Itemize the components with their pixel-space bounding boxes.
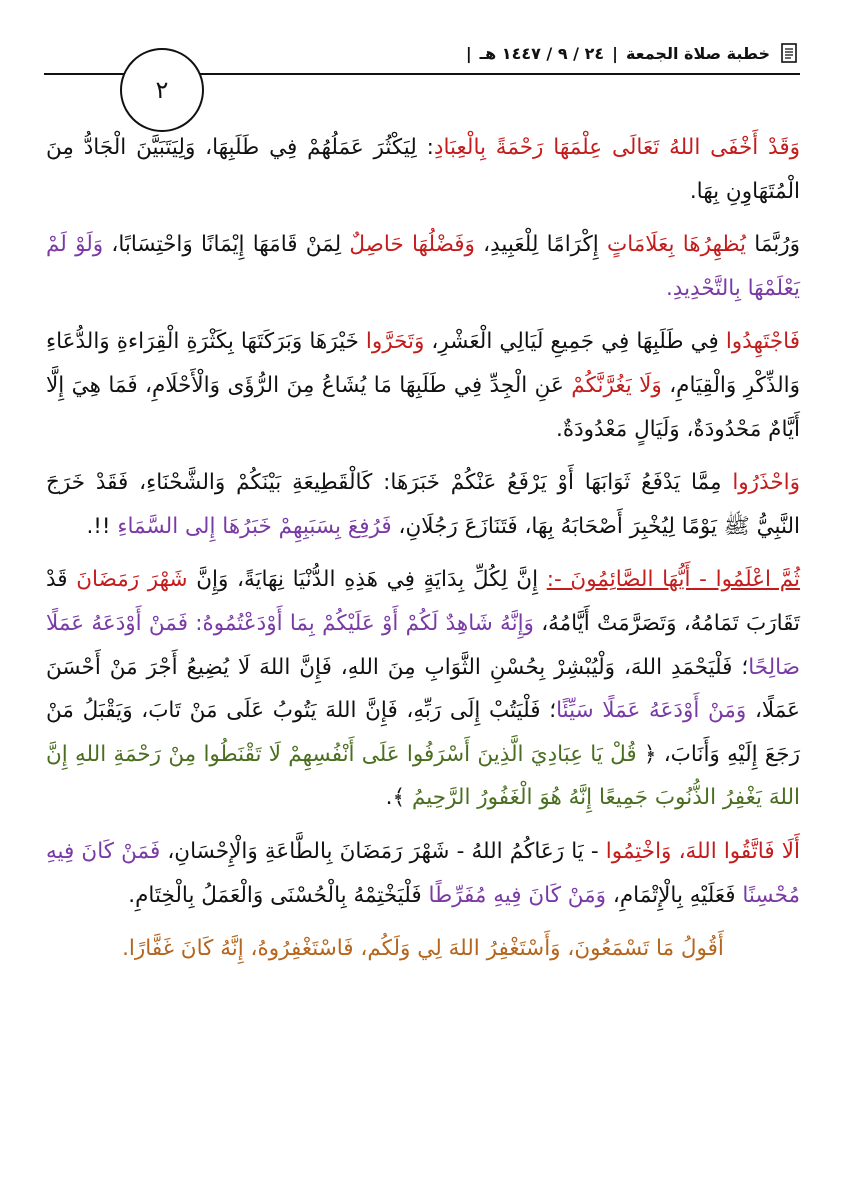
header-separator: | (612, 43, 618, 63)
text: ؛ فَلْيَتُبْ إِلَى رَبِّهِ، فَإِنَّ اللهَ يَتُوبُ عَلَى مَنْ تَابَ، وَيَقْبَلُ مَنْ رَجَعَ إِلَيْهِ وَأَنَابَ، ﴿ (46, 698, 800, 767)
hijri-date: ٢٤ / ٩ / ١٤٤٧ هـ (479, 43, 605, 63)
text: ﴾. (385, 785, 412, 811)
highlight-red: وَقَدْ أَخْفَى اللهُ تَعَالَى عِلْمَهَا رَحْمَةً بِالْعِبَادِ (433, 135, 800, 160)
paragraph (46, 830, 800, 917)
highlight-red: ثُمَّ اعْلَمُوا - أَيُّهَا الصَّائِمُونَ -: (546, 567, 800, 593)
text: فَعَلَيْهِ بِالْإِتْمَامِ، (606, 882, 743, 908)
highlight-red: يُظهِرُهَا بِعَلَامَاتٍ (607, 232, 747, 258)
text: مِمَّا يَدْفَعُ ثَوَابَهَا أَوْ يَرْفَعُ عَنْكُمْ خَبَرَهَا: كَالْقَطِيعَةِ بَيْنَكُمْ وَالشَّحْنَاءِ، فَقَدْ خَرَجَ النَّبِيُّ ﷺ يَوْمًا لِيُخْبِرَ أَصْحَابَهُ بِهَا، فَتَنَازَعَ رَجُلَانِ، (46, 470, 800, 539)
paragraph (46, 558, 800, 820)
text: ؛ فَلْيَحْمَدِ اللهَ، وَلْيُبْشِرْ بِحُسْنِ الثَّوَابِ مِنَ اللهِ، فَإِنَّ اللهَ لَا يُضِيعُ أَجْرَ مَنْ أَحْسَنَ عَمَلًا، (46, 654, 801, 724)
text: عَنِ الْجِدِّ فِي طَلَبِهَا مَا يُشَاعُ مِنَ الرُّؤَى وَالْأَحْلَامِ، فَمَا هِيَ إِلَّا أَيَّامٌ مَحْدُودَةٌ، وَلَيَالٍ مَعْدُودَةٌ. (46, 372, 800, 442)
text: - يَا رَعَاكُمُ اللهُ - شَهْرَ رَمَضَانَ بِالطَّاعَةِ وَالْإِحْسَانِ، (160, 838, 606, 864)
text: فِي طَلَبِهَا فِي جَمِيعِ لَيَالِي الْعَشْرِ، (424, 329, 726, 355)
text: إِكْرَامًا لِلْعَبِيدِ، (474, 232, 607, 258)
sermon-title: خطبة صلاة الجمعة (625, 43, 770, 63)
text: وَرُبَّمَا (746, 232, 801, 258)
highlight-purple: وَإِنَّهُ شَاهِدٌ لَكُمْ أَوْ عَلَيْكُمْ بِمَا أَوْدَعْتُمُوهُ: فَمَنْ أَوْدَعَهُ عَمَلًا صَالِحًا (46, 610, 800, 680)
highlight-red: وَلَا يَغُرَّنَّكُمْ (571, 372, 662, 398)
paragraph (46, 320, 800, 451)
page-number: ٢ (120, 48, 204, 132)
text: !!. (86, 513, 118, 539)
highlight-red: أَلَا فَاتَّقُوا اللهَ، وَاخْتِمُوا (605, 838, 800, 864)
text: إِنَّ لِكُلِّ بِدَايَةٍ فِي هَذِهِ الدُّنْيَا نِهَايَةً، وَإِنَّ (187, 567, 547, 593)
highlight-red: وَفَضْلُهَا حَاصِلٌ (349, 232, 475, 258)
text: لِمَنْ قَامَهَا إِيْمَانًا وَاحْتِسَابًا، (103, 232, 350, 258)
highlight-purple: وَلَوْ لَمْ يَعْلَمْهَا بِالتَّحْدِيدِ. (46, 232, 800, 301)
document-icon (778, 42, 800, 64)
highlight-purple: فَمَنْ كَانَ فِيهِ مُحْسِنًا (46, 838, 800, 908)
sermon-body (46, 126, 800, 981)
page-header (440, 40, 800, 66)
text: قَدْ تَقَارَبَ تَمَامُهُ، وَتَصَرَّمَتْ أَيَّامُهُ، (46, 567, 800, 636)
text: فَلْيَخْتِمْهُ بِالْحُسْنَى وَالْعَمَلُ بِالْخِتَامِ. (128, 882, 429, 908)
paragraph (46, 223, 800, 310)
header-separator: | (465, 43, 472, 63)
paragraph (46, 126, 800, 213)
highlight-purple: فَرُفِعَ بِسَبَبِهِمْ خَبَرُهَا إِلى السَّمَاءِ (117, 513, 392, 539)
highlight-red: وَاحْذَرُوا (732, 470, 800, 496)
quran-verse: قُلْ يَا عِبَادِيَ الَّذِينَ أَسْرَفُوا عَلَى أَنْفُسِهِمْ لَا تَقْنَطُوا مِنْ رَحْمَةِ اللهِ إِنَّ اللهَ يَغْفِرُ الذُّنُوبَ جَمِيعًا إِنَّهُ هُوَ الْغَفُورُ الرَّحِيمُ (46, 741, 800, 811)
highlight-red: فَاجْتَهِدُوا (725, 329, 800, 355)
highlight-purple: وَمَنْ كَانَ فِيهِ مُفَرِّطًا (428, 882, 607, 908)
paragraph (46, 461, 800, 548)
highlight-purple: وَمَنْ أَوْدَعَهُ عَمَلًا سَيِّئًا (556, 698, 747, 724)
text: : لِيَكْثُرَ عَمَلُهُمْ فِي طَلَبِهَا، وَلِيَتَبَيَّنَ الْجَادُّ مِنَ الْمُتَهَاوِنِ بِهَا. (46, 135, 800, 204)
highlight-red: وَتَحَرَّوا (365, 329, 425, 355)
closing-line: أَقُولُ مَا تَسْمَعُونَ، وَأَسْتَغْفِرُ اللهَ لِي وَلَكُم، فَاسْتَغْفِرُوهُ، إِنَّهُ كَانَ غَفَّارًا. (122, 936, 724, 962)
highlight-red: شَهْرَ رَمَضَانَ (76, 567, 188, 593)
text: خَيْرَهَا وَبَرَكَتَهَا بِكَثْرَةِ الْقِرَاءةِ وَالدُّعَاءِ وَالذِّكْرِ وَالْقِيَامِ، (46, 329, 800, 398)
